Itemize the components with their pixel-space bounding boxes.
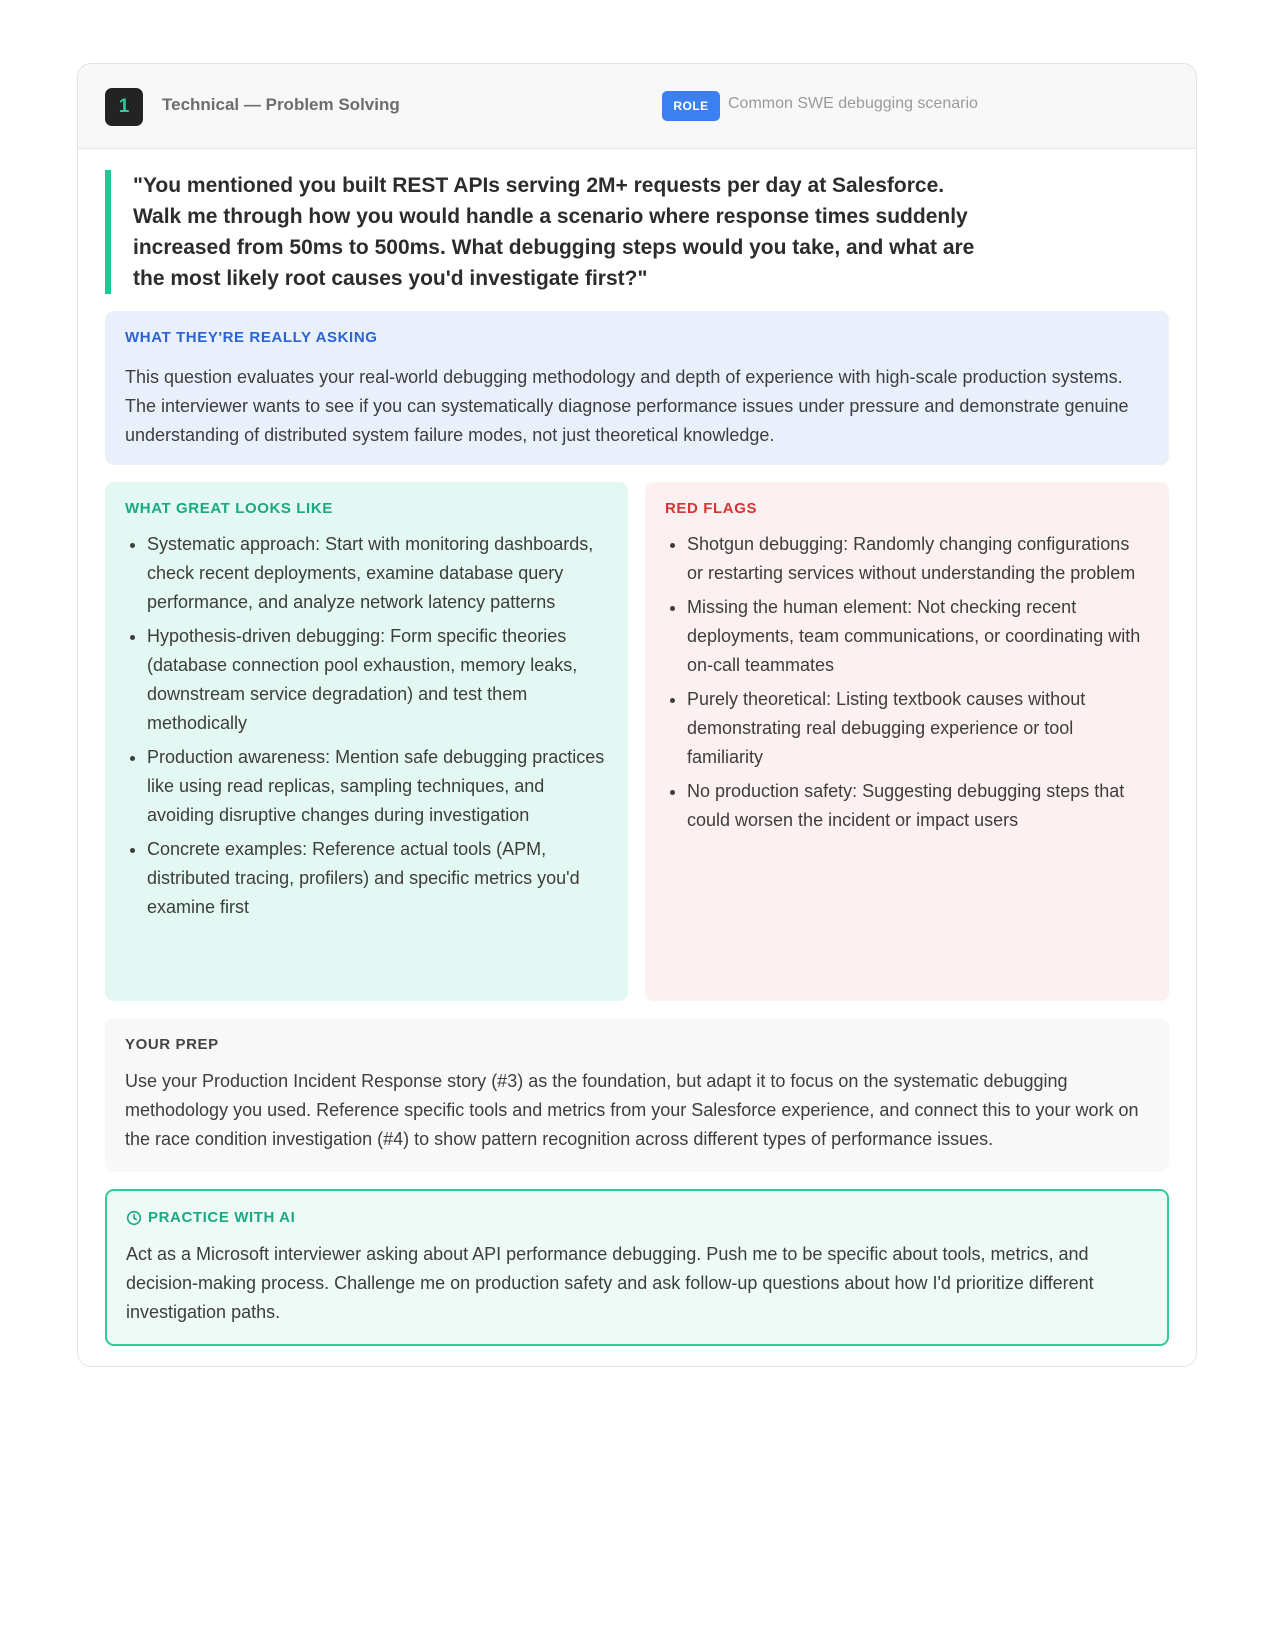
really-asking-panel xyxy=(105,311,1169,465)
great-list xyxy=(125,530,608,922)
great-looks-like-panel xyxy=(105,482,628,1001)
question-card xyxy=(77,63,1197,1367)
practice-with-ai-panel[interactable] xyxy=(105,1189,1169,1346)
list-item: • Systematic approach: Start with monitoring dashboards, check recent deployments, examine database query performance, and analyze network latency patterns xyxy=(147,530,608,617)
role-note: Common SWE debugging scenario xyxy=(728,95,978,112)
red-flags-panel xyxy=(645,482,1169,1001)
interview-question: "You mentioned you built REST APIs serving 2M+ requests per day at Salesforce. Walk me through how you would handle a scenario where response times suddenly increased from 50ms to 500ms. What debugging steps would you take, and what are the most likely root causes you'd investigate first?" xyxy=(105,170,985,294)
clock-icon xyxy=(126,1210,142,1226)
list-item: • Purely theoretical: Listing textbook causes without demonstrating real debugging experience or tool familiarity xyxy=(687,685,1149,772)
list-item: • Missing the human element: Not checking recent deployments, team communications, or coordinating with on-call teammates xyxy=(687,593,1149,680)
your-prep-text: Use your Production Incident Response story (#3) as the foundation, but adapt it to focus on the systematic debugging methodology you used. Reference specific tools and metrics from your Salesforce experience, and connect this to your work on the race condition investigation (#4) to show pattern recognition across different types of performance issues. xyxy=(125,1071,1139,1149)
great-looks-like-title: WHAT GREAT LOOKS LIKE xyxy=(125,500,333,517)
question-number-badge: 1 xyxy=(105,88,143,126)
your-prep-panel xyxy=(105,1018,1169,1172)
list-item: • Shotgun debugging: Randomly changing configurations or restarting services without understanding the problem xyxy=(687,530,1149,588)
list-item: • Hypothesis-driven debugging: Form specific theories (database connection pool exhaustion, memory leaks, downstream service degradation) and test them methodically xyxy=(147,622,608,738)
list-item: • Concrete examples: Reference actual tools (APM, distributed tracing, profilers) and specific metrics you'd examine first xyxy=(147,835,608,922)
practice-prompt-text: Act as a Microsoft interviewer asking about API performance debugging. Push me to be specific about tools, metrics, and decision-making process. Challenge me on production safety and ask follow-up questions about how I'd prioritize different investigation paths. xyxy=(126,1244,1094,1322)
card-header xyxy=(78,64,1196,149)
red-flags-list xyxy=(665,530,1149,835)
really-asking-title: WHAT THEY'RE REALLY ASKING xyxy=(125,329,378,346)
list-item: • No production safety: Suggesting debugging steps that could worsen the incident or impact users xyxy=(687,777,1149,835)
practice-header xyxy=(126,1209,1148,1226)
question-category: Technical — Problem Solving xyxy=(162,95,400,114)
really-asking-text: This question evaluates your real-world debugging methodology and depth of experience with high-scale production systems. The interviewer wants to see if you can systematically diagnose performance issues under pressure and demonstrate genuine understanding of distributed system failure modes, not just theoretical knowledge. xyxy=(125,367,1129,445)
red-flags-title: RED FLAGS xyxy=(665,500,758,517)
role-badge: ROLE xyxy=(662,91,720,121)
list-item: • Production awareness: Mention safe debugging practices like using read replicas, sampling techniques, and avoiding disruptive changes during investigation xyxy=(147,743,608,830)
practice-title: PRACTICE WITH AI xyxy=(148,1209,296,1226)
your-prep-title: YOUR PREP xyxy=(125,1036,219,1053)
